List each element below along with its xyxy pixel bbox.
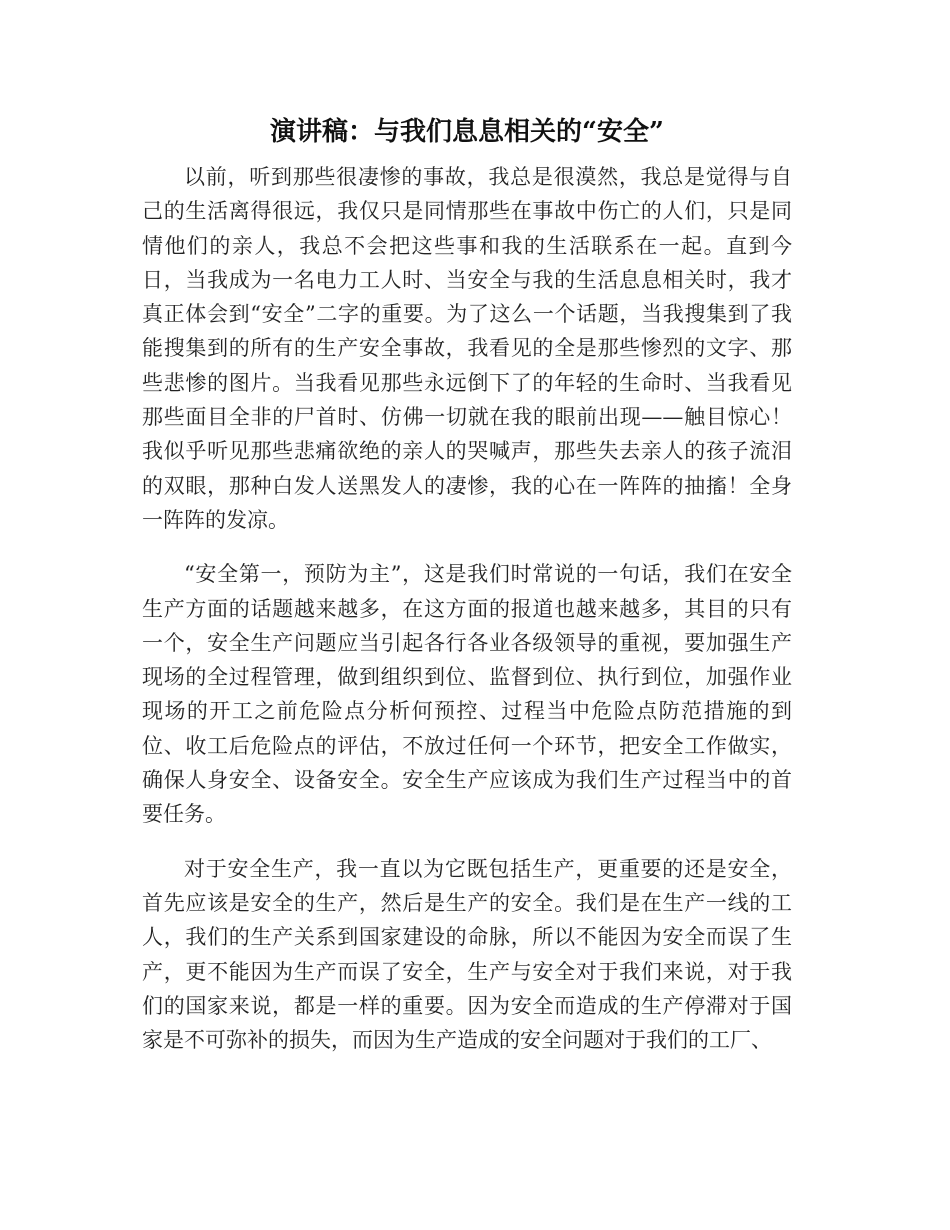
paragraph-2: “安全第一，预防为主”，这是我们时常说的一句话，我们在安全生产方面的话题越来越多，在这方面的报道也越来越多，其目的只有一个，安全生产问题应当引起各行各业各级领导的重视，要加强生产现场的全过程管理，做到组织到位、监督到位、执行到位，加强作业现场的开工之前危险点分析何预控、过程当中危险点防范措施的到位、收工后危险点的评估，不放过任何一个环节，把安全工作做实，确保人身安全、设备安全。安全生产应该成为我们生产过程当中的首要任务。: [142, 562, 792, 827]
document-title: 演讲稿：与我们息息相关的“安全”: [270, 117, 664, 147]
paragraph-1: 以前，听到那些很凄惨的事故，我总是很漠然，我总是觉得与自己的生活离得很远，我仅只是同情那些在事故中伤亡的人们，只是同情他们的亲人，我总不会把这些事和我的生活联系在一起。直到今日，当我成为一名电力工人时、当安全与我的生活息息相关时，我才真正体会到“安全”二字的重要。为了这么一个话题，当我搜集到了我能搜集到的所有的生产安全事故，我看见的全是那些惨烈的文字、那些悲惨的图片。当我看见那些永远倒下了的年轻的生命时、当我看见那些面目全非的尸首时、仿佛一切就在我的眼前出现——触目惊心！我似乎听见那些悲痛欲绝的亲人的哭喊声，那些失去亲人的孩子流泪的双眼，那种白发人送黑发人的凄惨，我的心在一阵阵的抽搐！全身一阵阵的发凉。: [142, 165, 792, 532]
paragraph-3: 对于安全生产，我一直以为它既包括生产，更重要的还是安全，首先应该是安全的生产，然后是生产的安全。我们是在生产一线的工人，我们的生产关系到国家建设的命脉，所以不能因为安全而误了生产，更不能因为生产而误了安全，生产与安全对于我们来说，对于我们的国家来说，都是一样的重要。因为安全而造成的生产停滞对于国家是不可弥补的损失，而因为生产造成的安全问题对于我们的工厂、: [142, 856, 792, 1053]
document-body: [142, 160, 792, 1077]
